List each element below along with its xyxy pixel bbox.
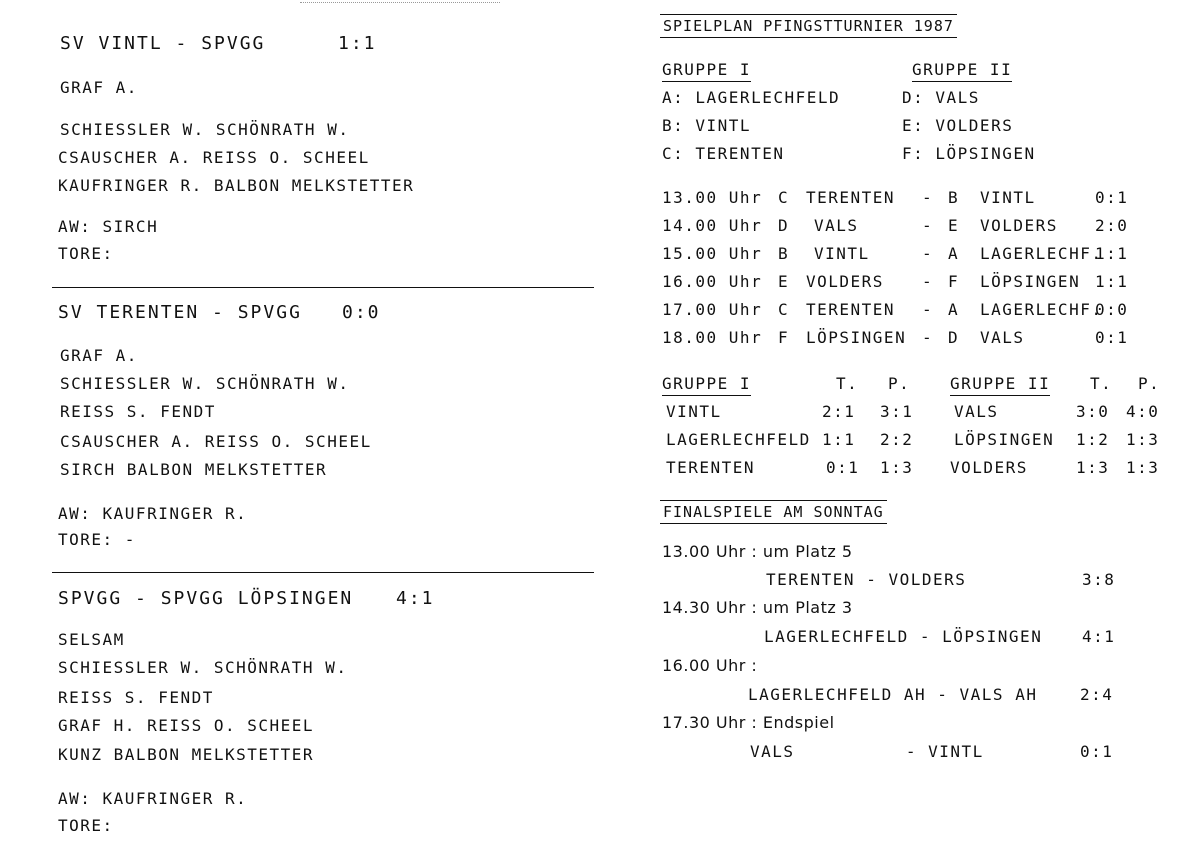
match2-tore: TORE: - [58,530,136,549]
match2-line: REISS S. FENDT [60,402,216,421]
match3-line: GRAF H. REISS O. SCHEEL [58,716,315,735]
standings-team: VALS [954,402,999,421]
standings-t: 3:0 [1076,402,1110,421]
match2-line: GRAF A. [60,346,138,365]
schedule-score: 1:1 [1095,272,1129,291]
standings-group1-label: GRUPPE I [662,374,751,396]
schedule-home-team: VALS [814,216,859,235]
match1-line: GRAF A. [60,78,138,97]
group2-team: F: LÖPSINGEN [902,144,1036,163]
schedule-away-team: LÖPSINGEN [980,272,1081,291]
schedule-home-letter: C [778,188,790,207]
match2-line: CSAUSCHER A. REISS O. SCHEEL [60,432,372,451]
standings-col-p: P. [888,374,911,393]
schedule-time: 13.00 Uhr [662,188,763,207]
standings-p: 1:3 [880,458,914,477]
standings-p: 3:1 [880,402,914,421]
match1-aw: AW: SIRCH [58,217,159,236]
match3-line: SELSAM [58,630,125,649]
match1-tore: TORE: [58,244,114,263]
schedule-home-team: TERENTEN [806,300,896,319]
schedule-dash: - [922,244,934,263]
match3-title: SPVGG - SPVGG LÖPSINGEN [58,588,354,609]
match3-line: SCHIESSLER W. SCHÖNRATH W. [58,658,348,677]
schedule-score: 2:0 [1095,216,1129,235]
match3-tore: TORE: [58,816,114,835]
finals-header: FINALSPIELE AM SONNTAG [660,500,887,524]
schedule-home-team: VINTL [814,244,870,263]
schedule-away-team: VALS [980,328,1025,347]
group1-label: GRUPPE I [662,60,751,82]
standings-t: 0:1 [826,458,860,477]
final3-score: 2:4 [1080,685,1114,704]
schedule-home-letter: B [778,244,790,263]
standings-team: LÖPSINGEN [954,430,1055,449]
schedule-header: SPIELPLAN PFINGSTTURNIER 1987 [660,14,957,38]
schedule-dash: - [922,188,934,207]
schedule-home-letter: F [778,328,790,347]
group2-team: E: VOLDERS [902,116,1014,135]
standings-t: 1:1 [822,430,856,449]
final2-score: 4:1 [1082,627,1116,646]
schedule-time: 18.00 Uhr [662,328,763,347]
match1-score: 1:1 [338,33,377,54]
standings-team: TERENTEN [666,458,756,477]
schedule-dash: - [922,328,934,347]
schedule-home-team: VOLDERS [806,272,884,291]
final4-score: 0:1 [1080,742,1114,761]
schedule-dash: - [922,216,934,235]
schedule-away-letter: A [948,300,960,319]
standings-p: 1:3 [1126,458,1160,477]
standings-team: LAGERLECHFELD [666,430,811,449]
schedule-away-letter: B [948,188,960,207]
schedule-time: 16.00 Uhr [662,272,763,291]
match2-line: SIRCH BALBON MELKSTETTER [60,460,328,479]
schedule-score: 0:1 [1095,188,1129,207]
match3-line: REISS S. FENDT [58,688,214,707]
schedule-away-team: VOLDERS [980,216,1058,235]
match3-line: KUNZ BALBON MELKSTETTER [58,745,315,764]
final3-match: LAGERLECHFELD AH - VALS AH [748,685,1038,704]
final4-time: 17.30 Uhr : Endspiel [662,713,835,732]
schedule-home-team: LÖPSINGEN [806,328,907,347]
group1-team: A: LAGERLECHFELD [662,88,841,107]
schedule-away-letter: A [948,244,960,263]
group1-team: B: VINTL [662,116,752,135]
final4-match: VALS - VINTL [750,742,984,761]
match1-title: SV VINTL - SPVGG [60,33,266,54]
match3-aw: AW: KAUFRINGER R. [58,789,248,808]
group2-label: GRUPPE II [912,60,1012,82]
standings-t: 1:2 [1076,430,1110,449]
match1-line: SCHIESSLER W. SCHÖNRATH W. [60,120,350,139]
paper-edge [300,2,500,3]
final1-score: 3:8 [1082,570,1116,589]
match2-score: 0:0 [342,302,381,323]
match1-line: KAUFRINGER R. BALBON MELKSTETTER [58,176,415,195]
standings-p: 2:2 [880,430,914,449]
standings-col-t: T. [836,374,859,393]
schedule-away-team: VINTL [980,188,1036,207]
divider-line [52,572,594,573]
schedule-away-letter: E [948,216,960,235]
schedule-away-letter: D [948,328,960,347]
group1-team: C: TERENTEN [662,144,785,163]
schedule-away-letter: F [948,272,960,291]
match3-score: 4:1 [396,588,435,609]
standings-col-t: T. [1090,374,1113,393]
schedule-home-team: TERENTEN [806,188,896,207]
schedule-dash: - [922,272,934,291]
schedule-away-team: LAGERLECHF. [980,244,1103,263]
match2-aw: AW: KAUFRINGER R. [58,504,248,523]
match1-line: CSAUSCHER A. REISS O. SCHEEL [58,148,370,167]
standings-team: VINTL [666,402,722,421]
standings-team: VOLDERS [950,458,1028,477]
schedule-away-team: LAGERLECHF. [980,300,1103,319]
standings-t: 2:1 [822,402,856,421]
standings-group2-label: GRUPPE II [950,374,1050,396]
group2-team: D: VALS [902,88,980,107]
schedule-home-letter: D [778,216,790,235]
schedule-time: 17.00 Uhr [662,300,763,319]
schedule-time: 15.00 Uhr [662,244,763,263]
schedule-score: 0:0 [1095,300,1129,319]
schedule-score: 0:1 [1095,328,1129,347]
final3-time: 16.00 Uhr : [662,656,758,675]
schedule-score: 1:1 [1095,244,1129,263]
schedule-home-letter: C [778,300,790,319]
match2-title: SV TERENTEN - SPVGG [58,302,302,323]
standings-p: 1:3 [1126,430,1160,449]
schedule-dash: - [922,300,934,319]
final1-match: TERENTEN - VOLDERS [766,570,967,589]
divider-line [52,287,594,288]
schedule-time: 14.00 Uhr [662,216,763,235]
final2-time: 14.30 Uhr : um Platz 3 [662,598,853,617]
match2-line: SCHIESSLER W. SCHÖNRATH W. [60,374,350,393]
schedule-home-letter: E [778,272,790,291]
final1-time: 13.00 Uhr : um Platz 5 [662,542,853,561]
standings-p: 4:0 [1126,402,1160,421]
standings-col-p: P. [1138,374,1161,393]
final2-match: LAGERLECHFELD - LÖPSINGEN [764,627,1043,646]
standings-t: 1:3 [1076,458,1110,477]
